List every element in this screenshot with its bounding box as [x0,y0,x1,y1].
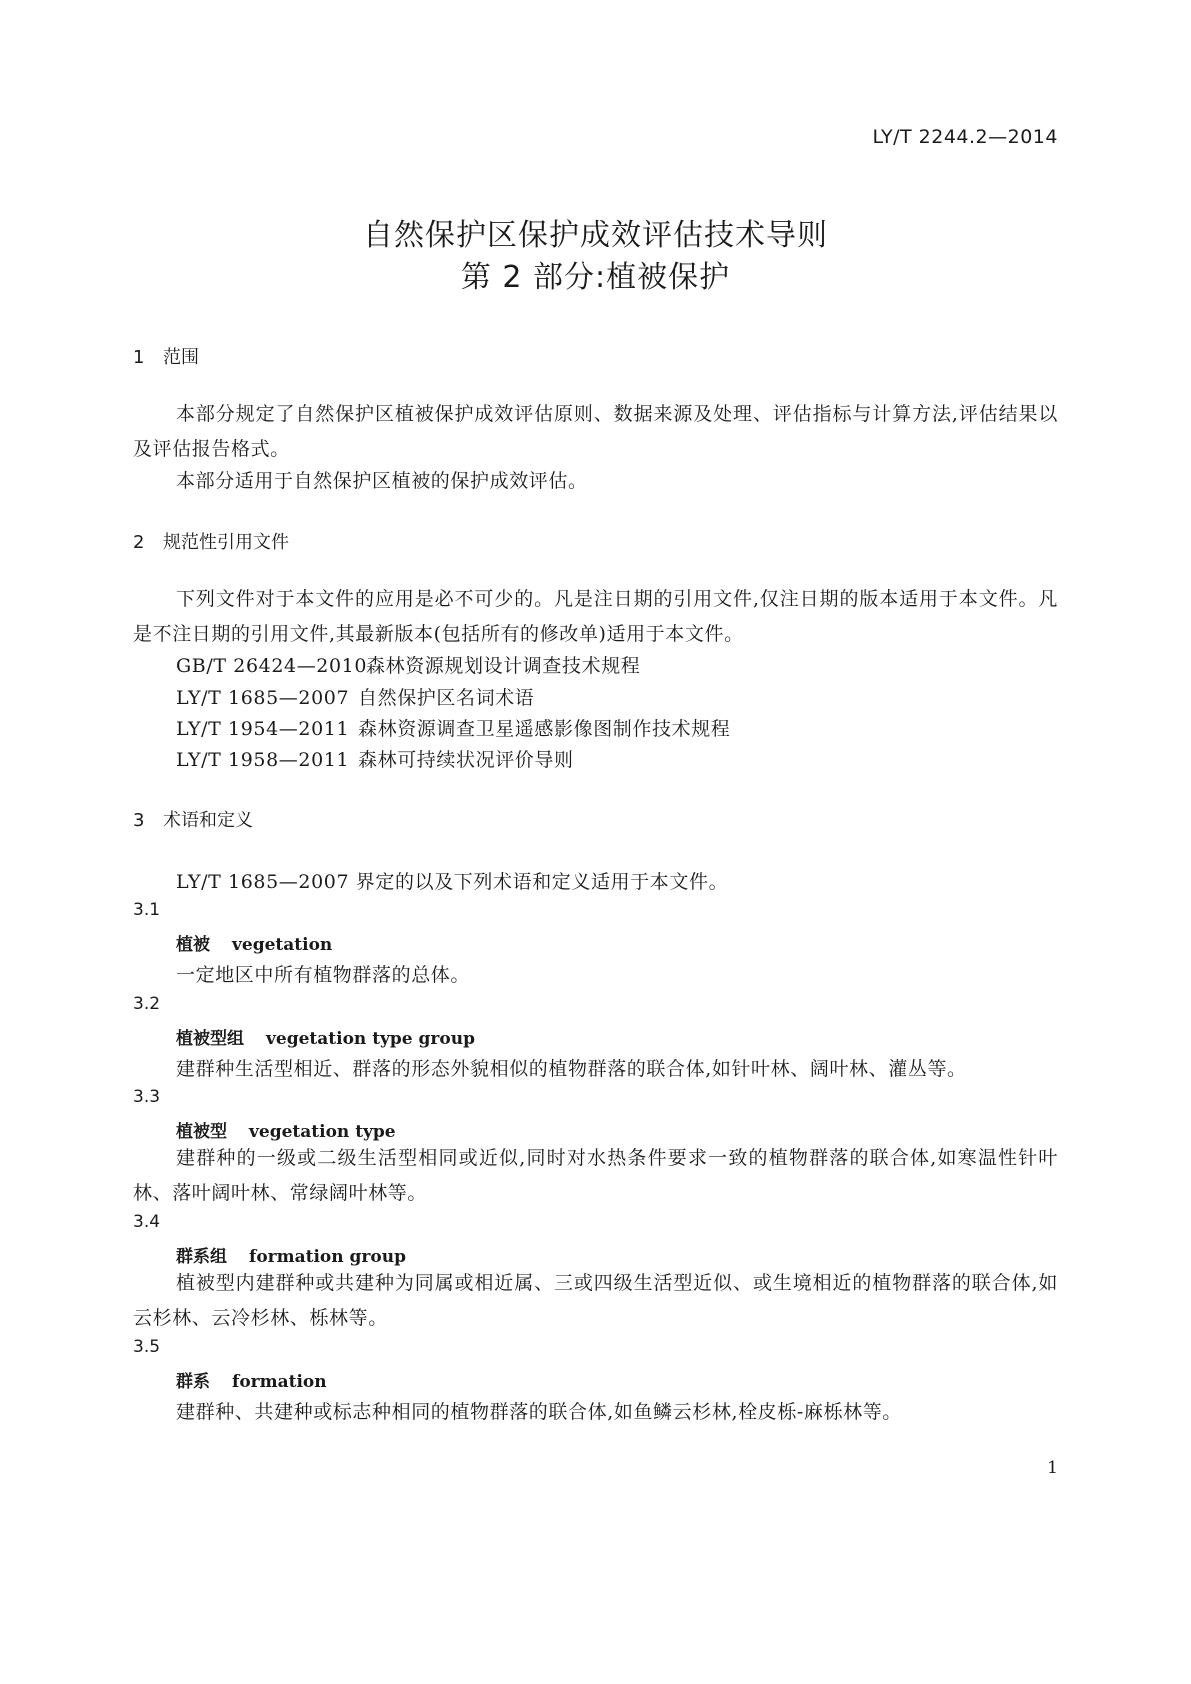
term-number: 3.4 [133,1212,161,1232]
term-en: formation group [249,1247,406,1267]
reference-title: 森林可持续状况评价导则 [358,749,574,771]
document-title: 自然保护区保护成效评估技术导则 [363,218,828,253]
term-zh: 植被型组 [176,1029,244,1049]
section-2-heading [133,528,289,554]
term-definition: 建群种生活型相近、群落的形态外貌相似的植物群落的联合体,如针叶林、阔叶林、灌丛等。 [176,1058,967,1080]
term-number: 3.2 [133,994,161,1014]
term-zh: 植被 [176,935,210,955]
term-definition: 建群种、共建种或标志种相同的植物群落的联合体,如鱼鳞云杉林,栓皮栎-麻栎林等。 [176,1401,902,1423]
standard-code: LY/T 2244.2—2014 [872,126,1058,148]
section-1-paragraph: 本部分规定了自然保护区植被保护成效评估原则、数据来源及处理、评估指标与计算方法,评估结果以及评估报告格式。 [133,403,1058,460]
term-en: vegetation type group [266,1029,475,1049]
term-number: 3.5 [133,1337,161,1357]
reference-item [176,745,574,772]
page-number: 1 [1047,1458,1058,1478]
term-heading [176,930,332,955]
reference-code: LY/T 1685—2007 [176,687,350,709]
section-number: 3 [133,810,145,831]
reference-item [176,651,640,678]
section-number: 2 [133,532,145,553]
section-2-paragraph: 下列文件对于本文件的应用是必不可少的。凡是注日期的引用文件,仅注日期的版本适用于本文件。凡是不注日期的引用文件,其最新版本(包括所有的修改单)适用于本文件。 [133,588,1058,645]
term-heading [176,1367,327,1392]
term-en: vegetation [232,935,333,955]
reference-code: GB/T 26424—2010 [176,655,368,677]
document-subtitle: 第 2 部分:植被保护 [460,260,731,295]
reference-title: 自然保护区名词术语 [358,687,535,709]
term-heading [176,1242,406,1267]
term-en: formation [232,1372,327,1392]
term-heading [176,1117,396,1142]
term-definition: 一定地区中所有植物群落的总体。 [176,964,471,986]
reference-title: 森林资源调查卫星遥感影像图制作技术规程 [358,718,731,740]
term-heading [176,1024,475,1049]
term-definition: 植被型内建群种或共建种为同属或相近属、三或四级生活型近似、或生境相近的植物群落的联合体,如云杉林、云冷杉林、栎林等。 [133,1272,1058,1329]
section-3-heading [133,806,253,832]
term-zh: 群系组 [176,1247,227,1267]
section-3-intro: LY/T 1685—2007 界定的以及下列术语和定义适用于本文件。 [176,871,729,893]
reference-code: LY/T 1954—2011 [176,718,350,740]
term-number: 3.3 [133,1087,161,1107]
section-title: 范围 [163,347,199,368]
term-zh: 植被型 [176,1122,227,1142]
term-zh: 群系 [176,1372,210,1392]
reference-item [176,683,534,710]
section-title: 规范性引用文件 [163,532,289,553]
term-en: vegetation type [249,1122,396,1142]
term-definition: 建群种的一级或二级生活型相同或近似,同时对水热条件要求一致的植物群落的联合体,如寒温性针叶林、落叶阔叶林、常绿阔叶林等。 [133,1147,1058,1204]
term-number: 3.1 [133,900,161,920]
section-number: 1 [133,347,145,368]
section-1-paragraph-2: 本部分适用于自然保护区植被的保护成效评估。 [176,470,588,492]
section-title: 术语和定义 [163,810,253,831]
section-1-heading [133,343,199,369]
reference-title: 森林资源规划设计调查技术规程 [366,655,641,677]
reference-item [176,714,730,741]
reference-code: LY/T 1958—2011 [176,749,350,771]
